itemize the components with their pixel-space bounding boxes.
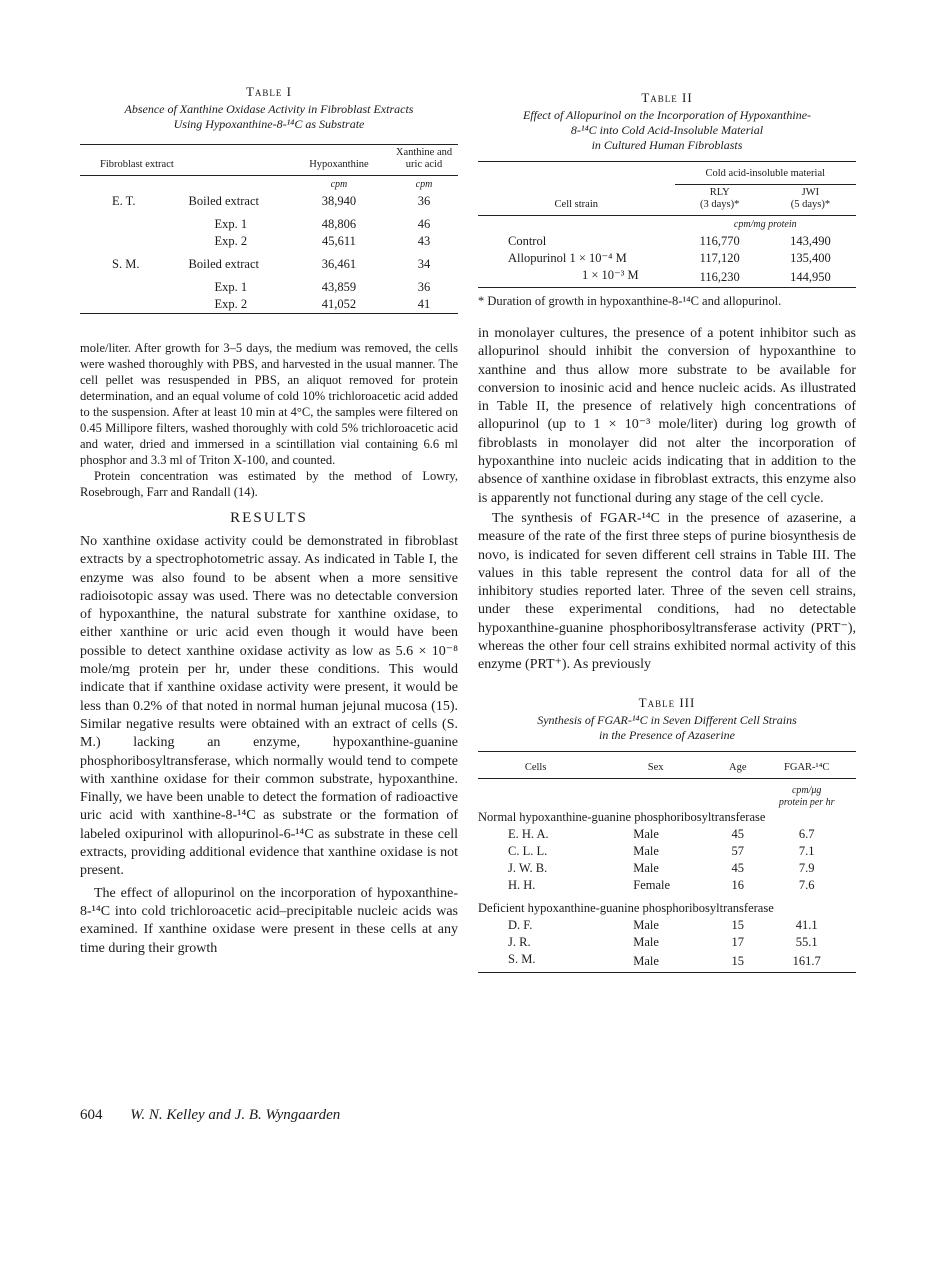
table-row: Exp. 2 45,611 43 <box>214 234 431 248</box>
table-2 <box>478 90 856 309</box>
results-heading: RESULTS <box>230 510 308 526</box>
results-paragraph-1: No xanthine oxidase activity could be demonstrated in fibroblast extracts by a spectrophotometric assay. As indicated in Table I, the enzyme was also found to be absent when a more sensitive radioisotopic assay was used. There was no detectable conversion of hypoxanthine, the natural substrate for xanthine oxidase, to either xanthine or uric acid even though it would have been possible to detect xanthine oxidase activity as low as 5.6 × 10⁻⁸ mole/mg protein per hr, under these conditions. This would indicate that if xanthine oxidase activity were present, it would be less than 0.2% of that noted in normal human jejunal mucosa (15). Similar negative results were obtained with an extract of cells (S. M.) lacking an enzyme, hypoxanthine-guanine phosphoribosyltransferase, which normally would tend to compete with xanthine oxidase for their common substrate, hypoxanthine. Finally, we have been unable to detect the formation of radioactive uric acid with xanthine-8-¹⁴C as substrate or the formation of labeled oxipurinol with allopurinol-6-¹⁴C as substrate in these cell extracts, providing additional evidence that xanthine oxidase is not present. <box>80 534 458 879</box>
table-row: Exp. 2 41,052 41 <box>80 296 458 314</box>
table-3 <box>478 695 856 973</box>
table-2-footnote: * Duration of growth in hypoxanthine-8-¹⁴C and allopurinol. <box>478 294 782 308</box>
table-1-grid <box>80 144 458 314</box>
table-2-col-jwi: JWI (5 days)* <box>765 185 856 216</box>
table-3-normal-header: Normal hypoxanthine-guanine phosphoribosyltransferase <box>478 809 766 824</box>
table-1-caption: Absence of Xanthine Oxidase Activity in Fibroblast Extracts Using Hypoxanthine-8-¹⁴C as Substrate <box>124 102 414 131</box>
table-3-col-fgar: FGAR-¹⁴C <box>757 751 856 778</box>
table-row: S. M. Boiled extract 36,461 34 <box>112 257 431 271</box>
table-row: J. W. B. Male 45 7.9 <box>508 860 815 875</box>
page-number: 604 <box>80 1107 103 1123</box>
table-1-col-hypoxanthine: Hypoxanthine <box>288 145 390 176</box>
left-column <box>80 84 458 958</box>
table-row: C. L. L. Male 57 7.1 <box>508 843 815 858</box>
results-paragraph-2: The effect of allopurinol on the incorporation of hypoxanthine-8-¹⁴C into cold trichloroacetic acid–precipitable nucleic acids was examined. If xanthine oxidase were present in these cells at any time during their growth <box>80 885 458 956</box>
table-1 <box>80 84 458 314</box>
running-authors: W. N. Kelley and J. B. Wyngaarden <box>130 1107 341 1123</box>
table-row: E. T. Boiled extract 38,940 36 <box>112 194 431 208</box>
table-3-col-age: Age <box>718 751 757 778</box>
table-row: D. F. Male 15 41.1 <box>508 917 818 932</box>
right-column <box>478 84 856 973</box>
table-3-col-sex: Sex <box>593 751 718 778</box>
table-1-unit: cpm <box>415 179 433 190</box>
table-row: H. H. Female 16 7.6 <box>508 877 815 892</box>
table-2-group-header: Cold acid-insoluble material <box>675 162 856 185</box>
table-1-title: Table I <box>245 84 293 99</box>
table-1-col-fibroblast: Fibroblast extract <box>80 145 288 176</box>
table-row: 1 × 10⁻³ M 116,230 144,950 <box>478 267 856 288</box>
table-2-title: Table II <box>641 90 693 105</box>
table-3-grid <box>478 751 856 973</box>
table-row: E. H. A. Male 45 6.7 <box>508 826 815 841</box>
table-row: Exp. 1 43,859 36 <box>214 280 431 294</box>
table-2-caption: Effect of Allopurinol on the Incorporation of Hypoxanthine- 8-¹⁴C into Cold Acid-Insoluble Material in Cultured Human Fibroblasts <box>522 108 812 152</box>
right-paragraph-2: The synthesis of FGAR-¹⁴C in the presence of azaserine, a measure of the rate of the first three steps of purine biosynthesis de novo, is indicated for seven different cell strains in Table III. The values in this table represent the control data for all of the inhibitory studies reported later. Three of the seven cell strains, under these experimental conditions, had no detectable hypoxanthine-guanine phosphoribosyltransferase activity (PRT⁻), whereas the other four cell strains exhibited normal activity of this enzyme (PRT⁺). As previously <box>478 510 856 673</box>
page-footer <box>80 1107 340 1124</box>
table-2-col-strain: Cell strain <box>478 185 675 216</box>
table-3-unit: cpm/μg protein per hr <box>778 784 835 808</box>
methods-paragraph: mole/liter. After growth for 3–5 days, the medium was removed, the cells were washed thoroughly with PBS, and harvested in the usual manner. The cell pellet was resuspended in PBS, an aliquot removed for protein determination, and an equal volume of cold 10% trichloroacetic acid added to the suspension. After at least 10 min at 4°C, the samples were filtered on 0.45 Millipore filters, washed thoroughly with cold 5% trichloroacetic acid and water, dried and immersed in a scintillation vial containing 6.6 ml phosphor and 3.3 ml of Triton X-100, and counted. <box>80 341 458 467</box>
table-1-unit: cpm <box>330 179 348 190</box>
table-3-caption: Synthesis of FGAR-¹⁴C in Seven Different Cell Strains in the Presence of Azaserine <box>537 712 797 742</box>
table-3-col-cells: Cells <box>478 751 593 778</box>
table-row: Exp. 1 48,806 46 <box>214 217 431 231</box>
table-2-col-rly: RLY (3 days)* <box>675 185 765 216</box>
table-row: Control 116,770 143,490 <box>508 234 831 248</box>
table-2-grid <box>478 161 856 288</box>
right-paragraph-1: in monolayer cultures, the presence of a potent inhibitor such as allopurinol should inhibit the conversion of hypoxanthine to xanthine and thus allow more substrate to be available for conversion to inosinic acid and hence nucleic acids. As illustrated in Table II, the presence of relatively high concentrations of allopurinol (up to 1 × 10⁻³ mole/liter) during log growth of fibroblasts in monolayer did not alter the incorporation of hypoxanthine into nucleic acids indicating that in addition to the absence of xanthine oxidase in fibroblast extracts, this enzyme also is apparently not functional during any stage of the cell cycle. <box>478 326 856 506</box>
table-1-col-xanthine: Xanthine and uric acid <box>390 145 458 176</box>
table-row: J. R. Male 17 55.1 <box>508 934 818 949</box>
table-3-deficient-header: Deficient hypoxanthine-guanine phosphoribosyltransferase <box>478 900 774 915</box>
table-3-title: Table III <box>638 694 696 710</box>
table-row: S. M. Male 15 161.7 <box>478 951 856 973</box>
table-2-unit: cpm/mg protein <box>733 219 797 230</box>
table-row: Allopurinol 1 × 10⁻⁴ M 117,120 135,400 <box>508 251 831 265</box>
protein-paragraph: Protein concentration was estimated by the method of Lowry, Rosebrough, Farr and Randall (14). <box>80 469 458 499</box>
